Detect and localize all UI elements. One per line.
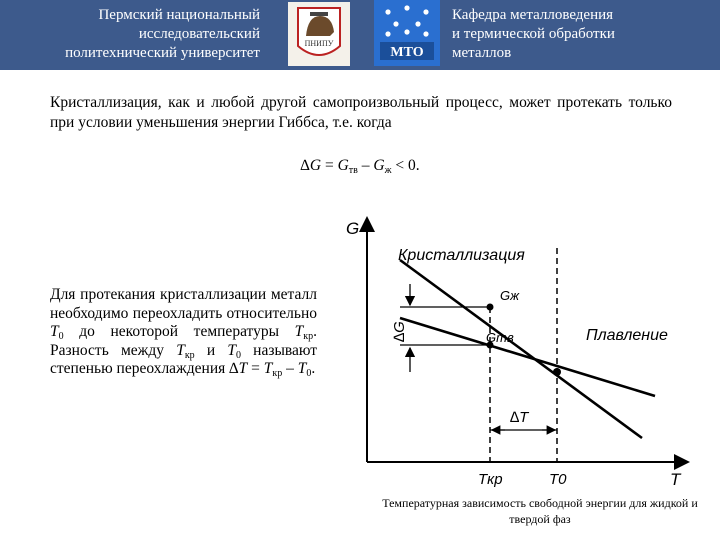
figure-caption: Температурная зависимость свободной энергии для жидкой и твердой фаз: [382, 496, 698, 526]
university-line-1: Пермский национальный: [98, 7, 260, 23]
side-text-2: до некоторой температуры: [63, 323, 295, 340]
side-tkr-2-sub: кр: [184, 349, 195, 361]
melting-title: Плавление: [586, 327, 668, 344]
department-line-1: Кафедра металловедения: [452, 7, 614, 23]
mto-logo-text: МТО: [390, 45, 424, 60]
gibbs-energy-diagram: [340, 210, 710, 492]
formula-g-zh: G: [373, 157, 385, 174]
side-t0-3: T: [297, 360, 307, 377]
tkr-tick-label: Tкр: [478, 471, 503, 488]
t0-tick-label: T0: [549, 471, 567, 488]
y-axis-label: G: [346, 219, 360, 238]
crystallization-title: Кристаллизация: [398, 247, 525, 264]
side-tkr-3-sub: кр: [272, 368, 283, 379]
header-banner: [0, 0, 720, 70]
side-t0: T: [50, 323, 59, 340]
side-t0-2-sub: 0: [235, 349, 241, 361]
formula-sub-tv: тв: [348, 165, 358, 176]
university-name: [20, 6, 260, 63]
gibbs-formula: [0, 157, 720, 175]
side-tkr-sub: кр: [303, 331, 314, 342]
side-t0-2: T: [227, 341, 236, 359]
department-line-3: металлов: [452, 45, 512, 61]
formula-sub-zh: ж: [384, 165, 392, 176]
delta-g-label: ∆G: [391, 321, 408, 342]
pnipu-logo: [288, 2, 350, 66]
side-text-5: называют степенью переохлаждения ∆: [50, 341, 318, 377]
department-name: [452, 6, 702, 63]
side-text-7: –: [282, 360, 298, 377]
side-tkr: T: [294, 323, 304, 340]
equilibrium-point: [553, 368, 561, 376]
side-t0-3-sub: 0: [306, 368, 312, 379]
side-text-4: и: [194, 341, 228, 359]
formula-tail: < 0.: [391, 157, 420, 174]
side-t0-sub: 0: [58, 331, 64, 342]
department-line-2: и термической обработки: [452, 26, 615, 42]
university-line-3: политехнический университет: [65, 45, 260, 61]
formula-delta: ∆: [300, 157, 310, 174]
side-text-1: Для протекания кристаллизации металл необходимо переохладить относительно: [50, 286, 317, 322]
university-line-2: исследовательский: [138, 26, 260, 42]
formula-g-tv: G: [337, 157, 349, 174]
side-text-6: =: [247, 360, 264, 377]
gtv-label: Gтв: [486, 330, 514, 345]
side-text-8: .: [311, 360, 316, 377]
formula-eq: =: [321, 157, 338, 174]
formula-g: G: [309, 157, 322, 174]
side-text-3: . Разность между: [50, 323, 317, 359]
intro-paragraph: Кристаллизация, как и любой другой самопроизвольный процесс, может протекать только при условии уменьшения энергии Гиббса, т.е. когда: [50, 94, 672, 131]
gzh-point: [487, 304, 494, 311]
side-tkr-2: T: [176, 341, 185, 359]
side-delta-t: T: [238, 360, 248, 377]
pnipu-logo-text: ПНИПУ: [304, 39, 334, 48]
x-axis-label: T: [670, 470, 681, 489]
mto-logo: [374, 0, 440, 66]
supercooling-paragraph: [50, 286, 317, 379]
side-tkr-3: T: [263, 360, 273, 377]
delta-t-label: ∆T: [510, 409, 529, 426]
formula-minus: –: [357, 157, 374, 174]
gzh-label: Gж: [500, 288, 520, 303]
